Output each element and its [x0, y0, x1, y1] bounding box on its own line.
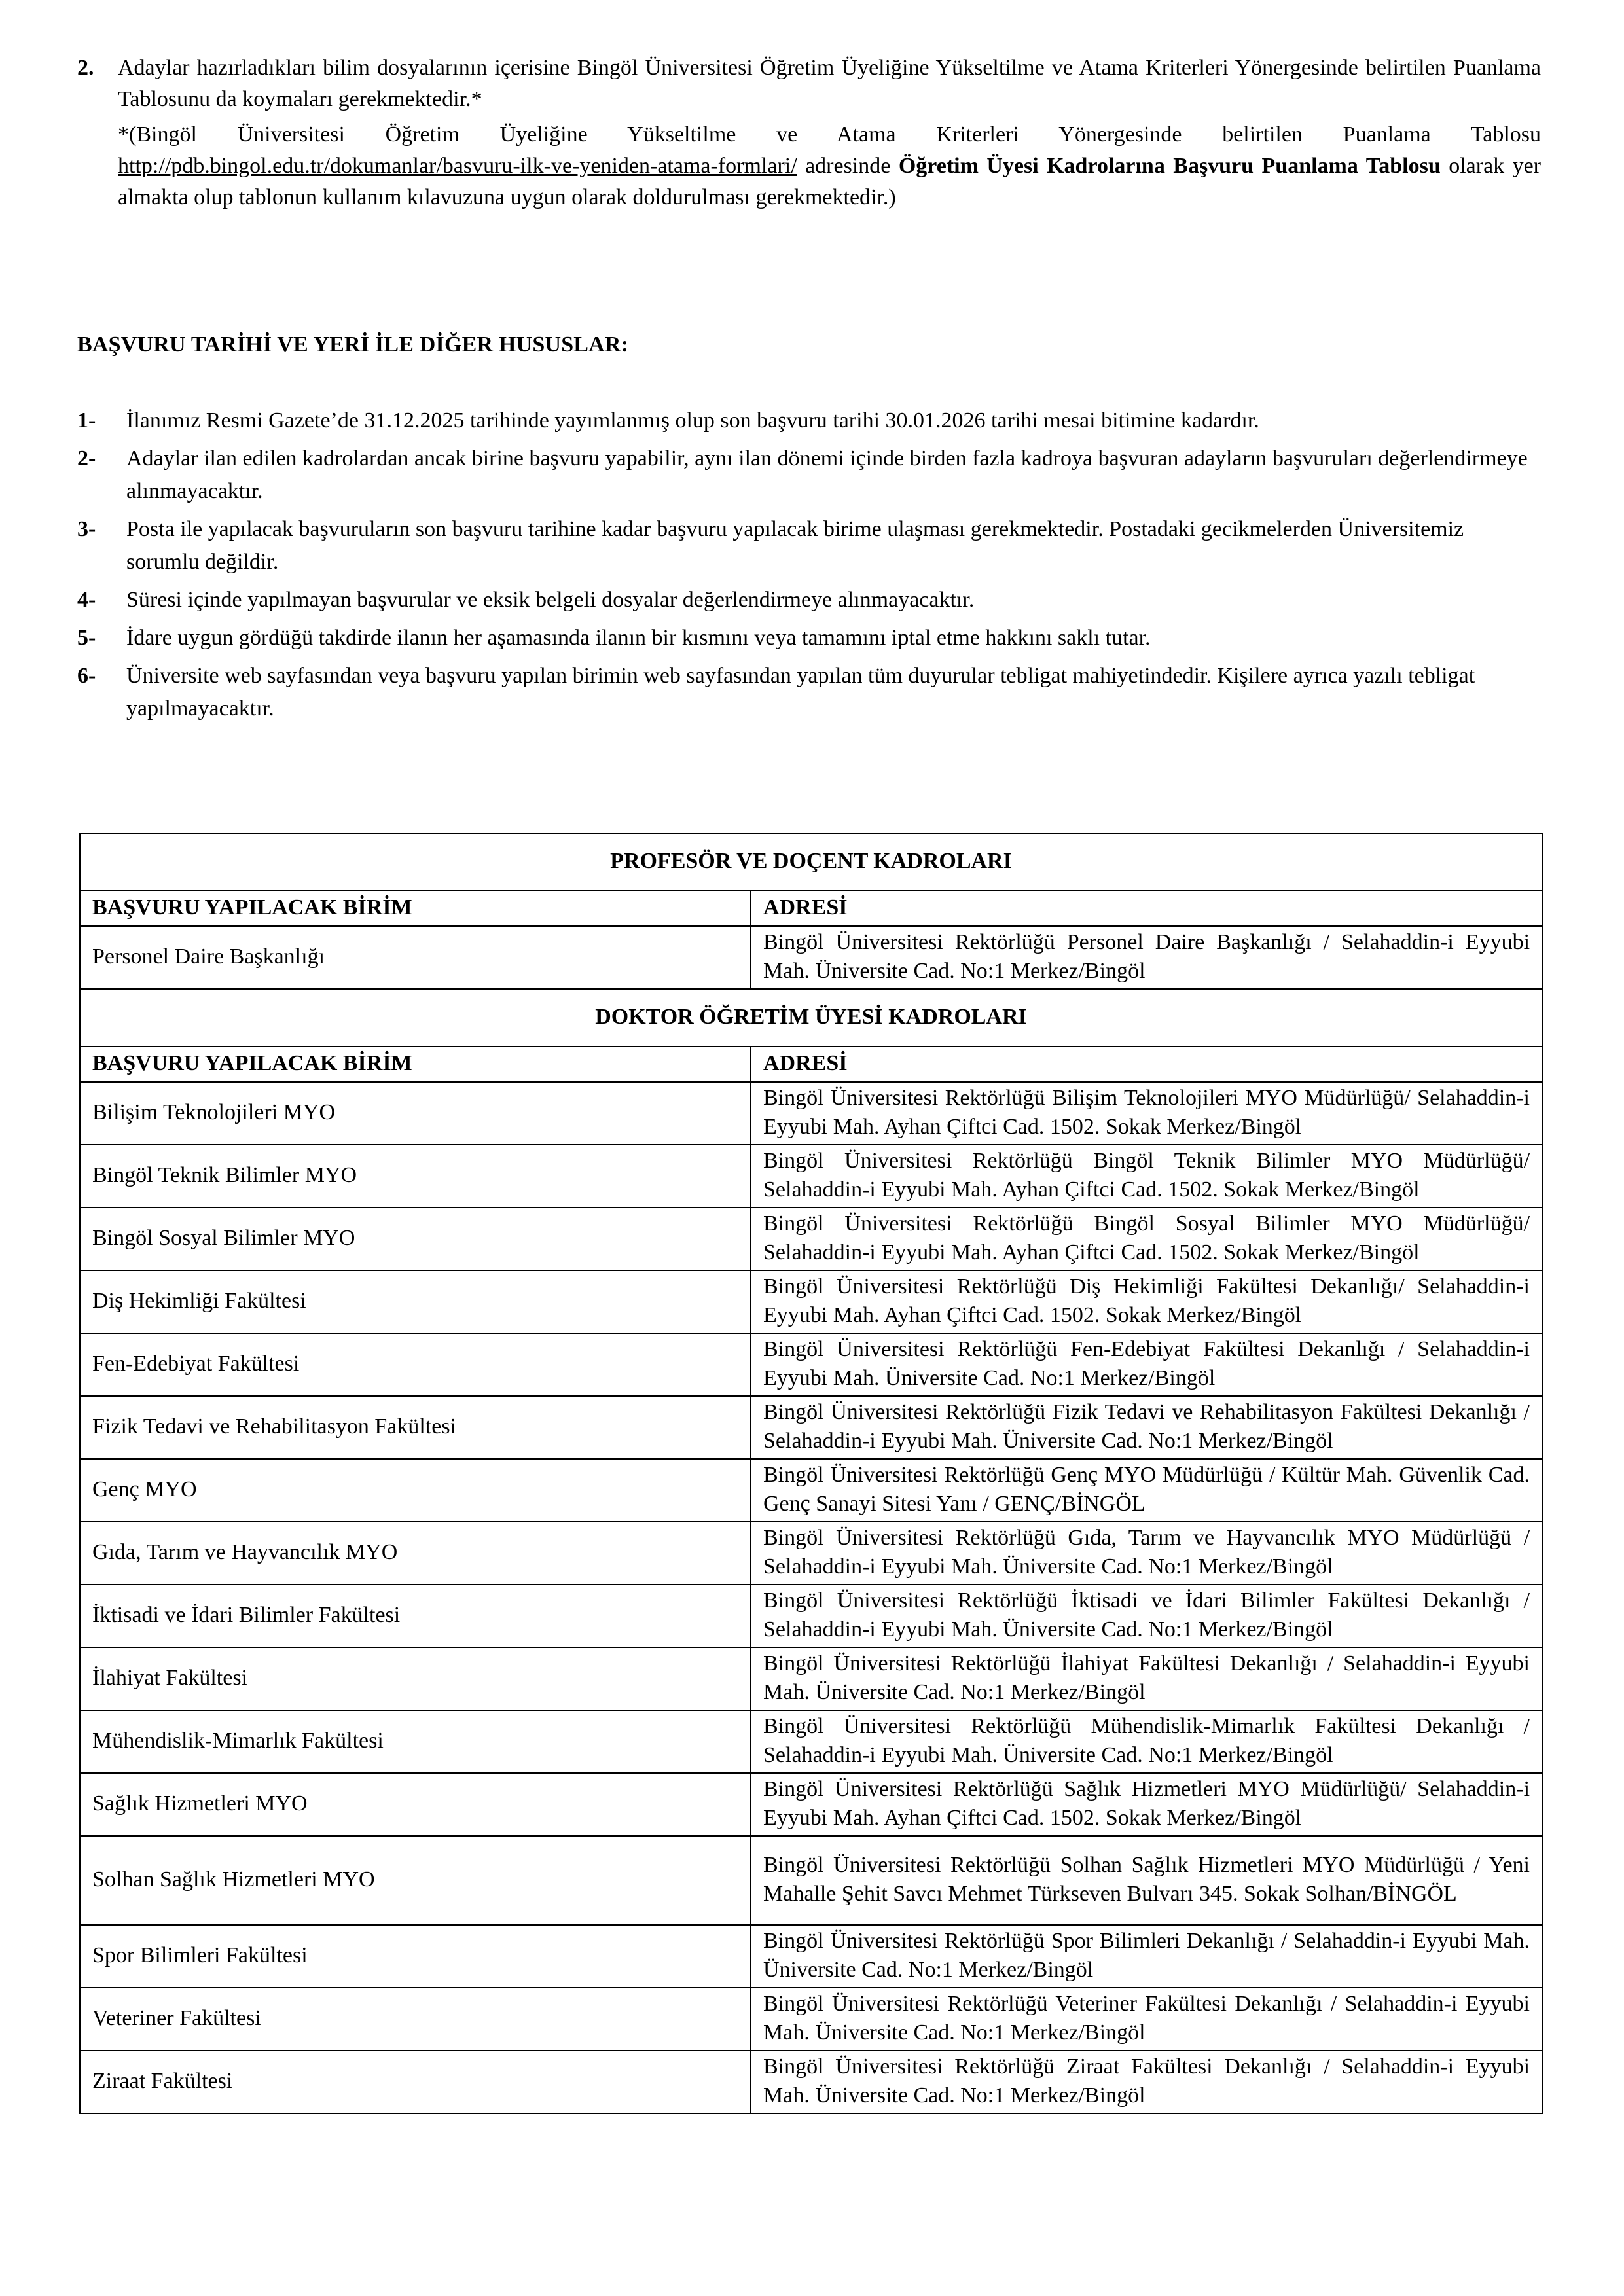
list-item: [77, 622, 1541, 655]
unit-address: Bingöl Üniversitesi Rektörlüğü Ziraat Fakültesi Dekanlığı / Selahaddin-i Eyyubi Mah. Üniversite Cad. No:1 Merkez/Bingöl: [751, 2051, 1542, 2113]
unit-address: Bingöl Üniversitesi Rektörlüğü Solhan Sağlık Hizmetleri MYO Müdürlüğü / Yeni Mahalle Şehit Savcı Mehmet Türkseven Bulvarı 345. Sokak Solhan/BİNGÖL: [751, 1836, 1542, 1925]
unit-name: Ziraat Fakültesi: [80, 2051, 751, 2113]
list-item-text: Posta ile yapılacak başvuruların son başvuru tarihine kadar başvuru yapılacak birime ulaşması gerekmektedir. Postadaki gecikmelerden Üniversitemiz sorumlu değildir.: [126, 517, 1464, 574]
column-header-unit: BAŞVURU YAPILACAK BİRİM: [80, 891, 751, 926]
scoring-table-link[interactable]: http://pdb.bingol.edu.tr/dokumanlar/basvuru-ilk-ve-yeniden-atama-formlari/: [118, 154, 797, 178]
table-row: [80, 1208, 1542, 1270]
section-2-text: Adaylar hazırladıkları bilim dosyalarının içerisine Bingöl Üniversitesi Öğretim Üyeliğine Yükseltilme ve Atama Kriterleri Yönergesinde belirtilen Puanlama Tablosunu da koymaları gerekmektedir.*: [118, 56, 1541, 111]
unit-name: Fizik Tedavi ve Rehabilitasyon Fakültesi: [80, 1396, 751, 1459]
unit-address: Bingöl Üniversitesi Rektörlüğü Fen-Edebiyat Fakültesi Dekanlığı / Selahaddin-i Eyyubi Mah. Üniversite Cad. No:1 Merkez/Bingöl: [751, 1333, 1542, 1396]
section-2-application-file: [77, 52, 1541, 213]
list-item-text: İlanımız Resmi Gazete’de 31.12.2025 tarihinde yayımlanmış olup son başvuru tarihi 30.01.2026 tarihi mesai bitimine kadardır.: [126, 408, 1259, 433]
unit-name: Diş Hekimliği Fakültesi: [80, 1270, 751, 1333]
dr-column-header-row: [80, 1047, 1542, 1082]
section-2-main: [77, 52, 1541, 115]
unit-name: Fen-Edebiyat Fakültesi: [80, 1333, 751, 1396]
unit-address: Bingöl Üniversitesi Rektörlüğü İktisadi ve İdari Bilimler Fakültesi Dekanlığı / Selahaddin-i Eyyubi Mah. Üniversite Cad. No:1 Merkez/Bingöl: [751, 1585, 1542, 1647]
table-row: [80, 1925, 1542, 1988]
column-header-address: ADRESİ: [751, 1047, 1542, 1082]
unit-address: Bingöl Üniversitesi Rektörlüğü Bingöl Teknik Bilimler MYO Müdürlüğü/ Selahaddin-i Eyyubi Mah. Ayhan Çiftci Cad. 1502. Sokak Merkez/Bingöl: [751, 1145, 1542, 1208]
table-row: [80, 1988, 1542, 2051]
list-item: [77, 442, 1541, 508]
unit-address: Bingöl Üniversitesi Rektörlüğü Diş Hekimliği Fakültesi Dekanlığı/ Selahaddin-i Eyyubi Mah. Ayhan Çiftci Cad. 1502. Sokak Merkez/Bingöl: [751, 1270, 1542, 1333]
unit-address: Bingöl Üniversitesi Rektörlüğü Personel Daire Başkanlığı / Selahaddin-i Eyyubi Mah. Üniversite Cad. No:1 Merkez/Bingöl: [751, 926, 1542, 989]
table-row: [80, 1459, 1542, 1522]
unit-name: Personel Daire Başkanlığı: [80, 926, 751, 989]
unit-name: Veteriner Fakültesi: [80, 1988, 751, 2051]
list-item-number: 6-: [77, 664, 96, 688]
section-2-number: 2.: [77, 56, 94, 80]
table-row: [80, 1522, 1542, 1585]
prof-title: PROFESÖR VE DOÇENT KADROLARI: [80, 833, 1542, 891]
table-row: [80, 1710, 1542, 1773]
unit-name: Bingöl Sosyal Bilimler MYO: [80, 1208, 751, 1270]
column-header-unit: BAŞVURU YAPILACAK BİRİM: [80, 1047, 751, 1082]
unit-name: Bingöl Teknik Bilimler MYO: [80, 1145, 751, 1208]
column-header-address: ADRESİ: [751, 891, 1542, 926]
unit-address: Bingöl Üniversitesi Rektörlüğü İlahiyat Fakültesi Dekanlığı / Selahaddin-i Eyyubi Mah. Üniversite Cad. No:1 Merkez/Bingöl: [751, 1647, 1542, 1710]
unit-name: Spor Bilimleri Fakültesi: [80, 1925, 751, 1988]
unit-address: Bingöl Üniversitesi Rektörlüğü Bilişim Teknolojileri MYO Müdürlüğü/ Selahaddin-i Eyyubi Mah. Ayhan Çiftci Cad. 1502. Sokak Merkez/Bingöl: [751, 1082, 1542, 1145]
note-bold-title: Öğretim Üyesi Kadrolarına Başvuru Puanlama Tablosu: [898, 154, 1441, 178]
note-suffix: olarak yer almakta olup tablonun kullanım kılavuzuna uygun olarak doldurulması gerekmektedir.): [118, 154, 1542, 209]
list-item-text: Üniversite web sayfasından veya başvuru yapılan birimin web sayfasından yapılan tüm duyurular tebligat mahiyetindedir. Kişilere ayrıca yazılı tebligat yapılmayacaktır.: [126, 664, 1475, 721]
unit-name: Sağlık Hizmetleri MYO: [80, 1773, 751, 1836]
table-row: [80, 2051, 1542, 2113]
unit-address: Bingöl Üniversitesi Rektörlüğü Gıda, Tarım ve Hayvancılık MYO Müdürlüğü / Selahaddin-i Eyyubi Mah. Üniversite Cad. No:1 Merkez/Bingöl: [751, 1522, 1542, 1585]
unit-name: Bilişim Teknolojileri MYO: [80, 1082, 751, 1145]
table-row: [80, 1333, 1542, 1396]
note-middle: adresinde: [805, 154, 891, 178]
unit-address: Bingöl Üniversitesi Rektörlüğü Mühendislik-Mimarlık Fakültesi Dekanlığı / Selahaddin-i Eyyubi Mah. Üniversite Cad. No:1 Merkez/Bingöl: [751, 1710, 1542, 1773]
prof-column-header-row: [80, 891, 1542, 926]
list-item-number: 1-: [77, 408, 96, 433]
table-row: [80, 1836, 1542, 1925]
unit-name: Mühendislik-Mimarlık Fakültesi: [80, 1710, 751, 1773]
dr-title: DOKTOR ÖĞRETİM ÜYESİ KADROLARI: [80, 989, 1542, 1047]
unit-address: Bingöl Üniversitesi Rektörlüğü Sağlık Hizmetleri MYO Müdürlüğü/ Selahaddin-i Eyyubi Mah. Ayhan Çiftci Cad. 1502. Sokak Merkez/Bingöl: [751, 1773, 1542, 1836]
list-item-text: İdare uygun gördüğü takdirde ilanın her aşamasında ilanın bir kısmını veya tamamını iptal etme hakkını saklı tutar.: [126, 626, 1151, 650]
table-row: [80, 1585, 1542, 1647]
unit-name: Gıda, Tarım ve Hayvancılık MYO: [80, 1522, 751, 1585]
list-item-text: Süresi içinde yapılmayan başvurular ve eksik belgeli dosyalar değerlendirmeye alınmayacaktır.: [126, 588, 975, 612]
table-row: [80, 1647, 1542, 1710]
dr-title-row: [80, 989, 1542, 1047]
list-item: [77, 584, 1541, 617]
unit-address: Bingöl Üniversitesi Rektörlüğü Spor Bilimleri Dekanlığı / Selahaddin-i Eyyubi Mah. Üniversite Cad. No:1 Merkez/Bingöl: [751, 1925, 1542, 1988]
unit-address: Bingöl Üniversitesi Rektörlüğü Bingöl Sosyal Bilimler MYO Müdürlüğü/ Selahaddin-i Eyyubi Mah. Ayhan Çiftci Cad. 1502. Sokak Merkez/Bingöl: [751, 1208, 1542, 1270]
section-heading: BAŞVURU TARİHİ VE YERİ İLE DİĞER HUSUSLAR:: [77, 332, 629, 357]
list-item: [77, 660, 1541, 725]
list-item-number: 5-: [77, 626, 96, 650]
note-prefix: *(Bingöl Üniversitesi Öğretim Üyeliğine Yükseltilme ve Atama Kriterleri Yönergesinde belirtilen Puanlama Tablosu: [118, 122, 1541, 147]
unit-name: İlahiyat Fakültesi: [80, 1647, 751, 1710]
unit-name: Genç MYO: [80, 1459, 751, 1522]
list-item-number: 2-: [77, 446, 96, 471]
unit-address: Bingöl Üniversitesi Rektörlüğü Fizik Tedavi ve Rehabilitasyon Fakültesi Dekanlığı / Selahaddin-i Eyyubi Mah. Üniversite Cad. No:1 Merkez/Bingöl: [751, 1396, 1542, 1459]
scoring-table-note: [118, 119, 1541, 213]
prof-title-row: [80, 833, 1542, 891]
table-row: [80, 926, 1542, 989]
list-item-number: 3-: [77, 517, 96, 541]
unit-name: Solhan Sağlık Hizmetleri MYO: [80, 1836, 751, 1925]
application-units-table: [79, 833, 1543, 2114]
unit-address: Bingöl Üniversitesi Rektörlüğü Veteriner Fakültesi Dekanlığı / Selahaddin-i Eyyubi Mah. Üniversite Cad. No:1 Merkez/Bingöl: [751, 1988, 1542, 2051]
list-item-text: Adaylar ilan edilen kadrolardan ancak birine başvuru yapabilir, aynı ilan dönemi içinde birden fazla kadroya başvuran adayların başvuruları değerlendirmeye alınmayacaktır.: [126, 446, 1528, 503]
list-item: [77, 513, 1541, 579]
list-item-number: 4-: [77, 588, 96, 612]
table-row: [80, 1773, 1542, 1836]
table-row: [80, 1145, 1542, 1208]
table-row: [80, 1270, 1542, 1333]
conditions-list: [77, 404, 1541, 730]
list-item: [77, 404, 1541, 437]
table-row: [80, 1082, 1542, 1145]
unit-address: Bingöl Üniversitesi Rektörlüğü Genç MYO Müdürlüğü / Kültür Mah. Güvenlik Cad. Genç Sanayi Sitesi Yanı / GENÇ/BİNGÖL: [751, 1459, 1542, 1522]
table-row: [80, 1396, 1542, 1459]
unit-name: İktisadi ve İdari Bilimler Fakültesi: [80, 1585, 751, 1647]
